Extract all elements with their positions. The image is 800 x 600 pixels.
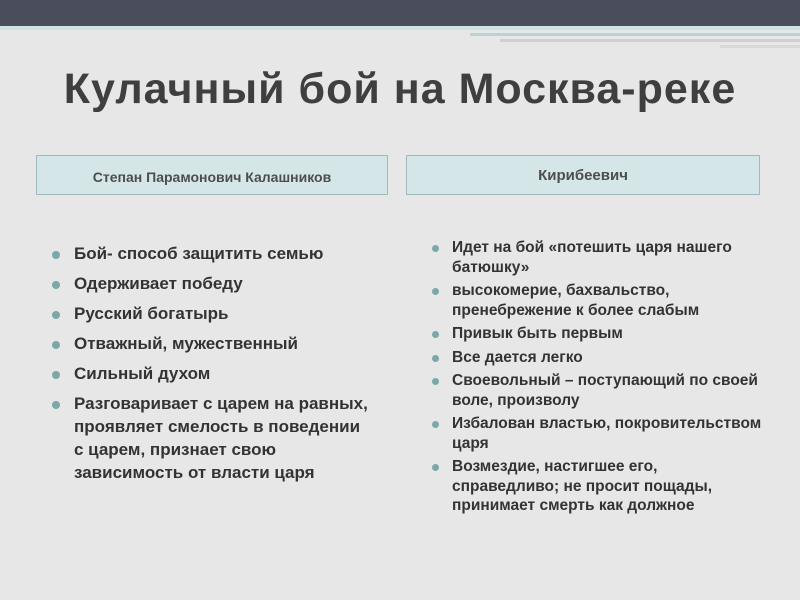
decor-stripe — [720, 45, 800, 48]
kiribeevich-traits-list — [432, 238, 762, 520]
list-item: Отважный, мужественный — [52, 332, 372, 355]
bullet-icon — [432, 288, 439, 295]
list-item: Бой- способ защитить семью — [52, 242, 372, 265]
bullet-icon — [52, 281, 60, 289]
column-header-kiribeevich: Кирибеевич — [406, 155, 760, 195]
bullet-icon — [52, 341, 60, 349]
column-header-kalashnikov: Степан Парамонович Калашников — [36, 155, 388, 195]
bullet-icon — [52, 371, 60, 379]
bullet-icon — [432, 378, 439, 385]
list-item: Разговаривает с царем на равных, проявляет смелость в поведении с царем, признает свою зависимость от власти царя — [52, 392, 372, 484]
bullet-icon — [432, 245, 439, 252]
list-item: Идет на бой «потешить царя нашего батюшку» — [432, 238, 762, 277]
bullet-icon — [52, 251, 60, 259]
decor-stripe — [500, 39, 800, 42]
list-item: Одерживает победу — [52, 272, 372, 295]
list-item: Своевольный – поступающий по своей воле, произволу — [432, 371, 762, 410]
bullet-icon — [432, 421, 439, 428]
list-item: Привык быть первым — [432, 324, 762, 344]
top-decor-line — [0, 26, 800, 30]
list-item: Сильный духом — [52, 362, 372, 385]
bullet-icon — [432, 331, 439, 338]
bullet-icon — [432, 355, 439, 362]
list-item: Избалован властью, покровительством царя — [432, 414, 762, 453]
decor-stripe — [470, 33, 800, 36]
bullet-icon — [52, 311, 60, 319]
list-item: высокомерие, бахвальство, пренебрежение к более слабым — [432, 281, 762, 320]
list-item: Все дается легко — [432, 348, 762, 368]
list-item: Возмездие, настигшее его, справедливо; не просит пощады, принимает смерть как должное — [432, 457, 762, 516]
bullet-icon — [52, 401, 60, 409]
slide-title: Кулачный бой на Москва-реке — [63, 65, 737, 113]
list-item: Русский богатырь — [52, 302, 372, 325]
bullet-icon — [432, 464, 439, 471]
top-decor-bar — [0, 0, 800, 26]
kalashnikov-traits-list — [52, 242, 372, 491]
